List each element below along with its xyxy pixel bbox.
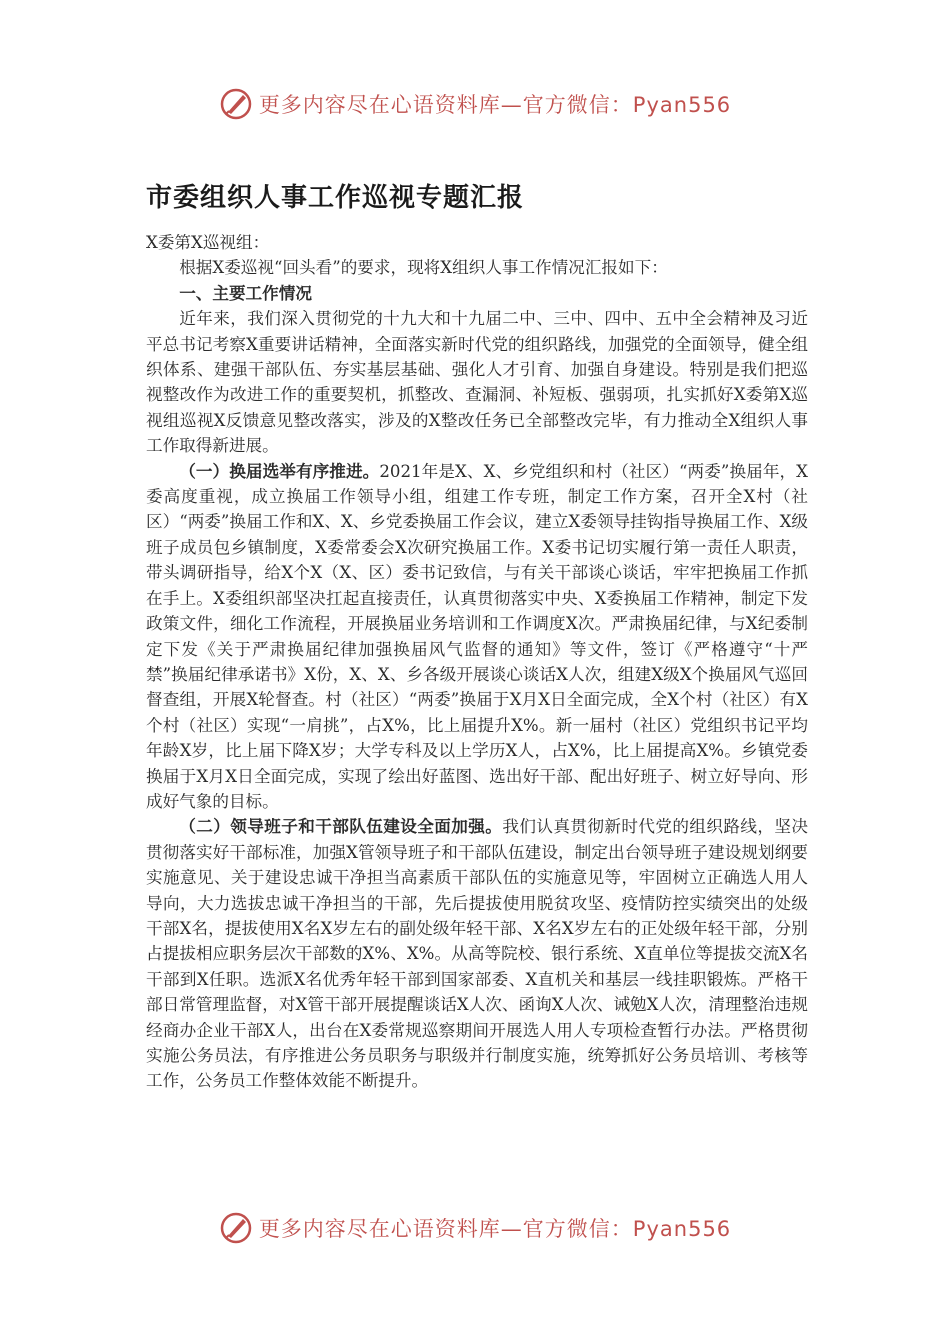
intro-paragraph: 根据X委巡视“回头看”的要求，现将X组织人事工作情况汇报如下： xyxy=(179,258,668,278)
watermark-header xyxy=(0,84,950,124)
item-1-heading: （一）换届选举有序推进。 xyxy=(179,461,380,481)
item-1-paragraph xyxy=(146,459,808,815)
document-title: 市委组织人事工作巡视专题汇报 xyxy=(146,183,525,213)
watermark-text: 更多内容尽在心语资料库—官方微信：Pyan556 xyxy=(258,1217,732,1241)
watermark-footer xyxy=(0,1208,950,1248)
item-2-heading: （二）领导班子和干部队伍建设全面加强。 xyxy=(179,817,503,837)
overview-paragraph: 近年来，我们深入贯彻党的十九大和十九届二中、三中、四中、五中全会精神及习近平总书记考察X重要讲话精神，全面落实新时代党的组织路线，加强党的全面领导，健全组织体系、建强干部队伍、夯实基层基础、强化人才引育、加强自身建设。特别是我们把巡视整改作为改进工作的重要契机，抓整改、查漏洞、补短板、强弱项，扎实抓好X委第X巡视组巡视X反馈意见整改落实，涉及的X整改任务已全部整改完毕，有力推动全X组织人事工作取得新进展。 xyxy=(146,309,808,456)
watermark-text: 更多内容尽在心语资料库—官方微信：Pyan556 xyxy=(258,93,732,117)
item-2-paragraph xyxy=(146,814,808,1093)
item-1-body: 2021年是X、X、乡党组织和村（社区）“两委”换届年，X委高度重视，成立换届工作领导小组，组建工作专班，制定工作方案，召开全X村（社区）“两委”换届工作和X、X、乡党委换届工作会议，建立X委领导挂钩指导换届工作、X级班子成员包乡镇制度，X委常委会X次研究换届工作。X委书记切实履行第一责任人职责，带头调研指导，给X个X（X、区）委书记致信，与有关干部谈心谈话，牢牢把换届工作抓在手上。X委组织部坚决扛起直接责任，认真贯彻落实中央、X委换届工作精神，制定下发政策文件，细化工作流程，开展换届业务培训和工作调度X次。严肃换届纪律，与X纪委制定下发《关于严肃换届纪律加强换届风气监督的通知》等文件，签订《严格遵守“十严禁”换届纪律承诺书》X份，X、X、乡各级开展谈心谈话X人次，组建X级X个换届风气巡回督查组，开展X轮督查。村（社区）“两委”换届于X月X日全面完成，全X个村（社区）有X个村（社区）实现“一肩挑”，占X%，比上届提升X%。新一届村（社区）党组织书记平均年龄X岁，比上届下降X岁；大学专科及以上学历X人，占X%，比上届提高X%。乡镇党委换届于X月X日全面完成，实现了绘出好蓝图、选出好干部、配出好班子、树立好导向、形成好气象的目标。 xyxy=(146,461,808,811)
item-2-body: 我们认真贯彻新时代党的组织路线，坚决贯彻落实好干部标准，加强X管领导班子和干部队伍建设，制定出台领导班子建设规划纲要实施意见、关于建设忠诚干净担当高素质干部队伍的实施意见等，牢固树立正确选人用人导向，大力选拔忠诚干净担当的干部，先后提拔使用脱贫攻坚、疫情防控实绩突出的处级干部X名，提拔使用X名X岁左右的副处级年轻干部、X名X岁左右的正处级年轻干部，分别占提拔相应职务层次干部数的X%、X%。从高等院校、银行系统、X直单位等提拔交流X名干部到X任职。选派X名优秀年轻干部到国家部委、X直机关和基层一线挂职锻炼。严格干部日常管理监督，对X管干部开展提醒谈话X人次、函询X人次、诫勉X人次，清理整治违规经商办企业干部X人，出台在X委常规巡察期间开展选人用人专项检查暂行办法。严格贯彻实施公务员法，有序推进公务员职务与职级并行制度实施，统筹抓好公务员培训、考核等工作，公务员工作整体效能不断提升。 xyxy=(146,817,809,1091)
quill-logo-icon xyxy=(219,1211,253,1245)
section-heading: 一、主要工作情况 xyxy=(179,283,312,303)
quill-logo-icon xyxy=(219,87,253,121)
document-body xyxy=(146,230,808,1094)
salutation: X委第X巡视组： xyxy=(146,233,270,252)
